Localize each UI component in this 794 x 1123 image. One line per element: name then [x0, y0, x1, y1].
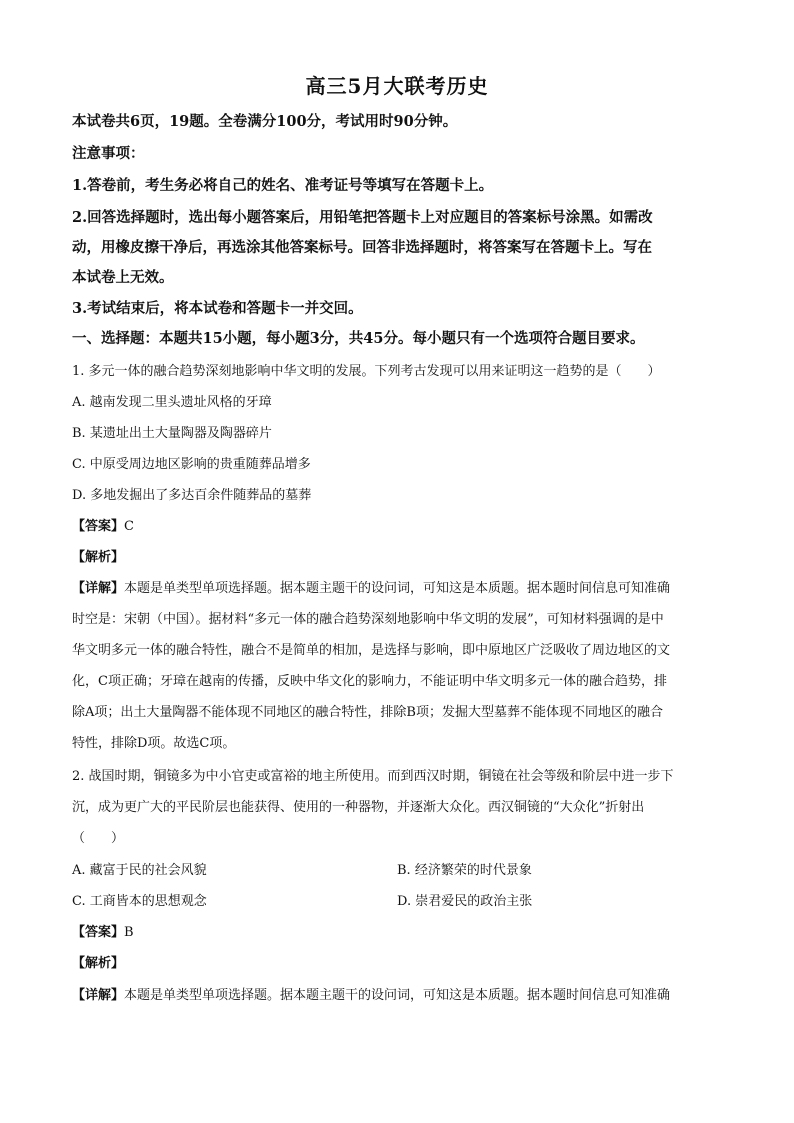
- detail-text: 本题是单类型单项选择题。据本题主题干的设问词，可知这是本质题。据本题时间信息可知准确: [124, 581, 671, 596]
- notice-item-2-line-1: 2.回答选择题时，选出每小题答案后，用铅笔把答题卡上对应题目的答案标号涂黑。如需改: [72, 209, 653, 226]
- question-2-stem-line-2: 沉，成为更广大的平民阶层也能获得、使用的一种器物，并逐渐大众化。西汉铜镜的“大众化”折射出: [72, 800, 645, 815]
- question-1-detail-line-5: 除A项；出土大量陶器不能体现不同地区的融合特性，排除B项；发掘大型墓葬不能体现不同地区的融合: [72, 705, 663, 720]
- exam-intro: 本试卷共6页，19题。全卷满分100分，考试用时90分钟。: [72, 113, 458, 130]
- question-2-detail-line-1: [72, 984, 722, 1003]
- question-1-stem: 1. 多元一体的融合趋势深刻地影响中华文明的发展。下列考古发现可以用来证明这一趋势的是（ ）: [72, 364, 661, 379]
- detail-tag: 【详解】: [72, 581, 125, 596]
- notice-item-1: 1.答卷前，考生务必将自己的姓名、准考证号等填写在答题卡上。: [72, 177, 494, 194]
- question-2-option-c: C. 工商皆本的思想观念: [72, 894, 207, 909]
- question-1-option-a: A. 越南发现二里头遗址风格的牙璋: [72, 395, 272, 410]
- answer-tag: 【答案】: [72, 519, 125, 534]
- detail-tag: 【详解】: [72, 988, 125, 1003]
- question-2-answer: [72, 921, 722, 940]
- detail-text: 本题是单类型单项选择题。据本题主题干的设问词，可知这是本质题。据本题时间信息可知准确: [124, 988, 671, 1003]
- answer-value: C: [124, 519, 134, 534]
- question-1-detail-line-2: 时空是：宋朝（中国）。据材料“多元一体的融合趋势深刻地影响中华文明的发展”，可知材料强调的是中: [72, 612, 664, 627]
- question-2-option-d: D. 崇君爱民的政治主张: [397, 894, 533, 909]
- notice-item-3: 3.考试结束后，将本试卷和答题卡一并交回。: [72, 300, 363, 317]
- question-1-option-b: B. 某遗址出土大量陶器及陶器碎片: [72, 426, 272, 441]
- question-2-stem-line-1: 2. 战国时期，铜镜多为中小官吏或富裕的地主所使用。而到西汉时期，铜镜在社会等级和阶层中进一步下: [72, 769, 674, 784]
- question-1-option-c: C. 中原受周边地区影响的贵重随葬品增多: [72, 457, 311, 472]
- question-1-option-d: D. 多地发掘出了多达百余件随葬品的墓葬: [72, 488, 312, 503]
- question-2-option-a: A. 藏富于民的社会风貌: [72, 863, 207, 878]
- question-1-analysis: [72, 546, 722, 565]
- notice-item-2-line-3: 本试卷上无效。: [72, 269, 174, 286]
- question-1-detail-line-6: 特性，排除D项。故选C项。: [72, 736, 236, 751]
- analysis-tag: 【解析】: [72, 550, 125, 565]
- notice-item-2-line-2: 动，用橡皮擦干净后，再选涂其他答案标号。回答非选择题时，将答案写在答题卡上。写在: [72, 239, 652, 256]
- page-title: 高三5月大联考历史: [305, 74, 489, 98]
- question-1-detail-line-3: 华文明多元一体的融合特性，融合不是简单的相加，是选择与影响，即中原地区广泛吸收了周边地区的文: [72, 643, 671, 658]
- answer-value: B: [124, 925, 134, 940]
- answer-tag: 【答案】: [72, 925, 125, 940]
- analysis-tag: 【解析】: [72, 956, 125, 971]
- notice-heading: 注意事项：: [72, 145, 145, 162]
- question-1-answer: [72, 515, 722, 534]
- question-1-detail-line-1: [72, 577, 722, 596]
- question-2-stem-line-3: （ ）: [72, 831, 125, 846]
- section-heading-choice: 一、选择题：本题共15小题，每小题3分，共45分。每小题只有一个选项符合题目要求。: [72, 330, 645, 347]
- question-2-analysis: [72, 952, 722, 971]
- question-1-detail-line-4: 化，C项正确；牙璋在越南的传播，反映中华文化的影响力，不能证明中华文明多元一体的融合趋势，排: [72, 674, 667, 689]
- question-2-option-b: B. 经济繁荣的时代景象: [397, 863, 532, 878]
